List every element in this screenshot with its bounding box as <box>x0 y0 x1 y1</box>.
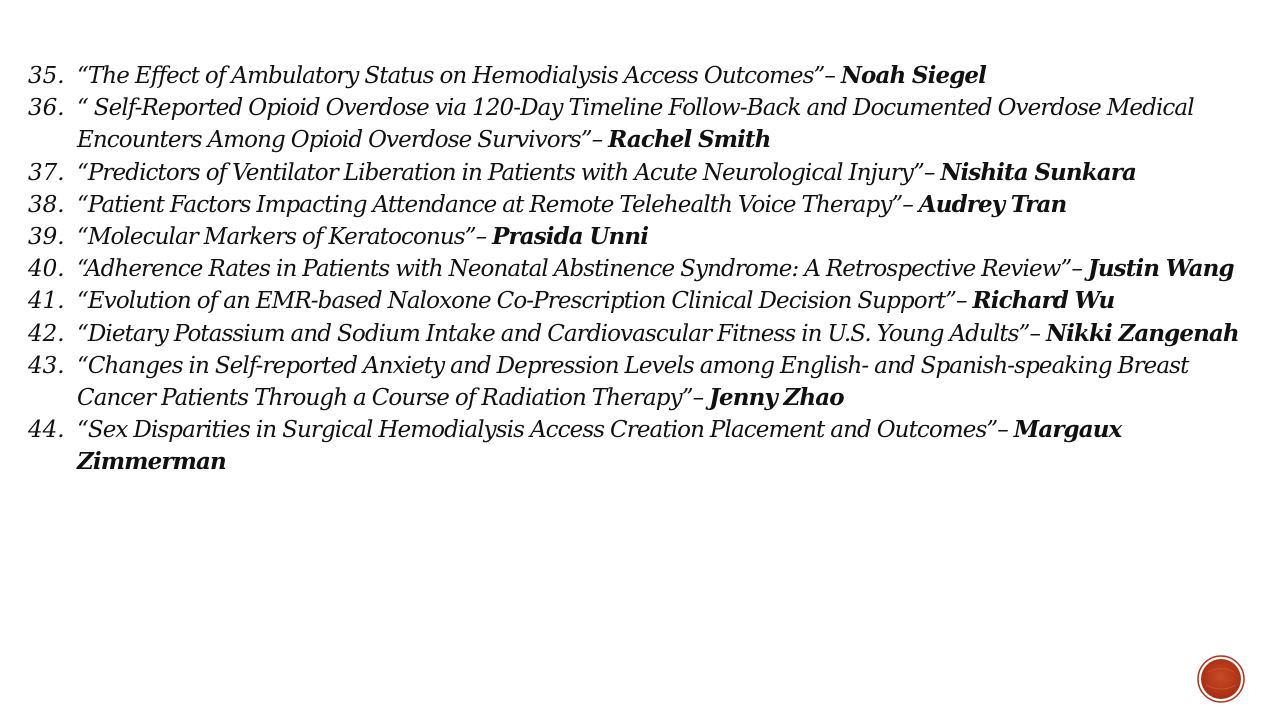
item-number: 39. <box>28 224 65 251</box>
item-title: “ Self-Reported Opioid Overdose via 120-Day Timeline Follow-Back and Documented Overdose Medical Encounters Among Opioid Overdose Survivors” <box>77 95 1194 154</box>
item-author: Justin Wang <box>1087 255 1234 283</box>
item-title: “Evolution of an EMR-based Naloxone Co-Prescription Clinical Decision Support” <box>77 288 956 315</box>
item-author: Margaux Zimmerman <box>77 416 1122 476</box>
item-title: “The Effect of Ambulatory Status on Hemodialysis Access Outcomes” <box>77 63 825 89</box>
item-title: “Dietary Potassium and Sodium Intake and Cardiovascular Fitness in U.S. Young Adults” <box>77 320 1030 347</box>
item-author: Richard Wu <box>972 287 1115 315</box>
item-separator: – <box>591 127 609 154</box>
item-separator: – <box>475 224 493 251</box>
item-separator: – <box>1029 320 1046 347</box>
item-author: Audrey Tran <box>918 190 1067 218</box>
item-number: 36. <box>28 95 65 122</box>
list-item <box>28 350 1264 414</box>
item-separator: – <box>956 288 973 315</box>
item-number: 43. <box>28 352 65 379</box>
item-title: “Sex Disparities in Surgical Hemodialysis Access Creation Placement and Outcomes” <box>77 417 998 444</box>
slide-nav-button[interactable] <box>1197 655 1245 703</box>
list-item <box>28 414 1264 478</box>
item-separator: – <box>997 417 1014 444</box>
list-item <box>28 92 1264 156</box>
item-title: “Changes in Self-reported Anxiety and Depression Levels among English- and Spanish-speaking Breast Cancer Patients Through a Course of Radiation Therapy” <box>77 352 1189 412</box>
item-separator: – <box>692 385 710 412</box>
item-title: “Adherence Rates in Patients with Neonatal Abstinence Syndrome: A Retrospective Review” <box>77 256 1072 283</box>
list-item <box>28 285 1264 317</box>
list-item <box>28 60 1264 92</box>
list-item <box>28 221 1264 253</box>
item-number: 37. <box>28 159 65 186</box>
circle-button-icon <box>1197 655 1245 703</box>
item-author: Noah Siegel <box>840 62 986 89</box>
item-author: Nishita Sunkara <box>940 158 1136 186</box>
item-separator: – <box>923 159 941 186</box>
item-author: Jenny Zhao <box>709 384 844 412</box>
item-author: Nikki Zangenah <box>1045 319 1239 347</box>
list-item <box>28 157 1264 189</box>
item-number: 42. <box>28 320 65 347</box>
item-title: “Patient Factors Impacting Attendance at Remote Telehealth Voice Therapy” <box>77 191 903 218</box>
item-author: Prasida Unni <box>492 223 649 251</box>
abstract-list <box>28 60 1264 479</box>
item-title: “Molecular Markers of Keratoconus” <box>77 224 476 251</box>
item-separator: – <box>824 63 841 89</box>
list-item <box>28 253 1264 285</box>
item-author: Rachel Smith <box>608 126 771 154</box>
list-item <box>28 189 1264 221</box>
item-number: 44. <box>28 417 65 444</box>
item-number: 35. <box>28 63 65 89</box>
item-title: “Predictors of Ventilator Liberation in Patients with Acute Neurological Injury” <box>77 159 924 186</box>
list-item <box>28 318 1264 350</box>
item-separator: – <box>902 191 919 218</box>
item-number: 41. <box>28 288 65 315</box>
item-number: 40. <box>28 256 65 283</box>
item-separator: – <box>1071 256 1088 283</box>
item-number: 38. <box>28 191 65 218</box>
